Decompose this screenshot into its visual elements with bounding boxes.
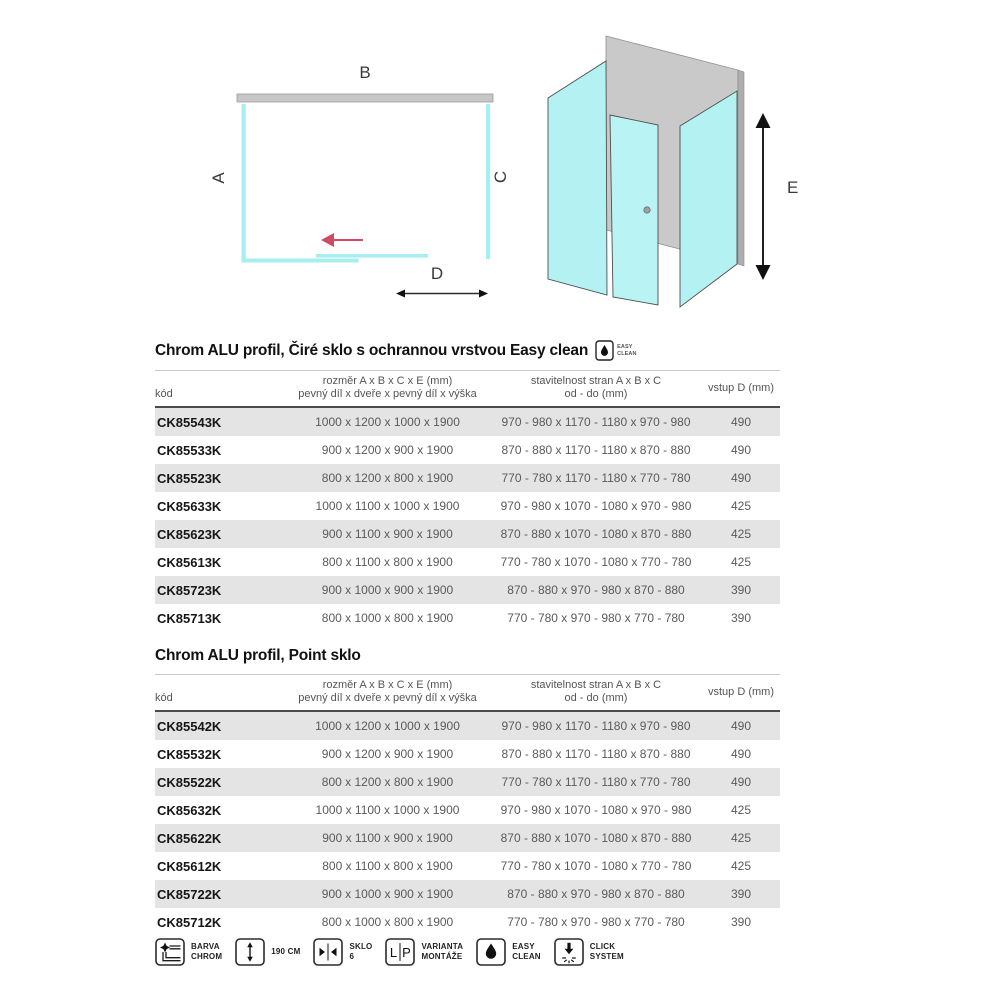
table-row xyxy=(155,492,780,520)
easyclean-drop-icon xyxy=(595,340,614,361)
cell-size: 800 x 1000 x 800 x 1900 xyxy=(321,611,454,625)
table-row xyxy=(155,711,780,740)
cell-size: 900 x 1000 x 900 x 1900 xyxy=(285,880,490,908)
table-row xyxy=(155,768,780,796)
feature-icons-row xyxy=(155,938,637,966)
header-code: kód xyxy=(155,675,285,712)
section1-title-text: Chrom ALU profil, Čiré sklo s ochrannou vrstvou Easy clean xyxy=(155,341,589,359)
cell-entry: 390 xyxy=(702,880,780,908)
cell-entry: 425 xyxy=(730,859,752,873)
cell-range: 970 - 980 x 1170 - 1180 x 970 - 980 xyxy=(490,711,702,740)
feature-label: EASY CLEAN xyxy=(512,942,541,961)
cell-entry: 490 xyxy=(730,747,752,761)
cell-entry: 425 xyxy=(730,555,752,569)
height-arrow-icon xyxy=(235,938,265,966)
cell-range: 970 - 980 x 1070 - 1080 x 970 - 980 xyxy=(500,803,692,817)
cell-code: CK85722K xyxy=(155,880,285,908)
height-arrow xyxy=(756,113,771,280)
cell-size: 800 x 1200 x 800 x 1900 xyxy=(285,768,490,796)
wall-bar xyxy=(237,94,493,102)
cell-range: 870 - 880 x 970 - 980 x 870 - 880 xyxy=(490,880,702,908)
cell-size: 900 x 1200 x 900 x 1900 xyxy=(321,747,454,761)
header-entry: vstup D (mm) xyxy=(702,675,780,712)
table-header-row xyxy=(155,675,780,712)
cell-entry: 490 xyxy=(702,711,780,740)
feature-height-190 xyxy=(235,938,300,966)
glass-thickness-icon xyxy=(313,938,343,966)
header-size: rozměr A x B x C x E (mm) pevný díl x dveře x pevný díl x výška xyxy=(285,675,490,712)
cell-size: 800 x 1200 x 800 x 1900 xyxy=(285,464,490,492)
cell-size: 900 x 1200 x 900 x 1900 xyxy=(321,443,454,457)
header-size: rozměr A x B x C x E (mm) pevný díl x dveře x pevný díl x výška xyxy=(285,371,490,408)
table-row xyxy=(155,436,780,464)
table-row xyxy=(155,604,780,632)
header-range: stavitelnost stran A x B x C od - do (mm) xyxy=(490,675,702,712)
cell-code: CK85522K xyxy=(155,768,285,796)
glass-panel-left xyxy=(548,61,607,295)
door-slide-arrow xyxy=(321,233,363,247)
glass-side-a xyxy=(242,104,246,262)
cell-entry: 490 xyxy=(702,407,780,436)
table-row xyxy=(155,548,780,576)
table-row xyxy=(155,908,780,936)
header-range: stavitelnost stran A x B x C od - do (mm) xyxy=(490,371,702,408)
table-row xyxy=(155,852,780,880)
cell-code: CK85543K xyxy=(155,407,285,436)
cell-range: 770 - 780 x 1170 - 1180 x 770 - 780 xyxy=(490,768,702,796)
cell-entry: 425 xyxy=(702,824,780,852)
header-code: kód xyxy=(155,371,285,408)
cell-range: 770 - 780 x 1070 - 1080 x 770 - 780 xyxy=(500,859,692,873)
cell-entry: 425 xyxy=(702,520,780,548)
feature-label: VARIANTA MONTÁŽE xyxy=(421,942,464,961)
cell-code: CK85523K xyxy=(155,464,285,492)
cell-code: CK85533K xyxy=(157,442,222,458)
cell-size: 900 x 1000 x 900 x 1900 xyxy=(285,576,490,604)
spec-content xyxy=(155,340,780,936)
feature-sklo-6 xyxy=(313,938,372,966)
cell-code: CK85632K xyxy=(157,802,222,818)
wall-edge-profile xyxy=(738,70,744,266)
easyclean-badge-label: EASY CLEAN xyxy=(617,344,637,357)
feature-label: 190 CM xyxy=(271,947,301,957)
cell-range: 770 - 780 x 1170 - 1180 x 770 - 780 xyxy=(490,464,702,492)
cell-code: CK85612K xyxy=(157,858,222,874)
cell-range: 870 - 880 x 1070 - 1080 x 870 - 880 xyxy=(490,520,702,548)
glass-side-c xyxy=(486,104,490,259)
cell-size: 900 x 1100 x 900 x 1900 xyxy=(285,824,490,852)
chrome-profile-icon xyxy=(155,938,185,966)
cell-size: 1000 x 1200 x 1000 x 1900 xyxy=(285,711,490,740)
cell-code: CK85622K xyxy=(155,824,285,852)
cell-size: 1000 x 1100 x 1000 x 1900 xyxy=(315,499,460,513)
cell-range: 770 - 780 x 1070 - 1080 x 770 - 780 xyxy=(500,555,692,569)
cell-size: 1000 x 1200 x 1000 x 1900 xyxy=(285,407,490,436)
cell-code: CK85542K xyxy=(155,711,285,740)
glass-fixed-bottom xyxy=(242,259,359,263)
cell-entry: 390 xyxy=(730,611,752,625)
table-row xyxy=(155,576,780,604)
cell-entry: 390 xyxy=(730,915,752,929)
cell-entry: 490 xyxy=(730,443,752,457)
table-row xyxy=(155,796,780,824)
cell-range: 870 - 880 x 1170 - 1180 x 870 - 880 xyxy=(501,443,691,457)
table-header-row xyxy=(155,371,780,408)
cell-code: CK85713K xyxy=(157,610,222,626)
spec-table-point xyxy=(155,674,780,936)
section1-title xyxy=(155,340,780,361)
feature-label: BARVA CHROM xyxy=(191,942,223,961)
dim-label-d: D xyxy=(430,264,444,283)
dim-label-a: A xyxy=(209,172,228,184)
feature-label: CLICK SYSTEM xyxy=(589,942,624,961)
table-row xyxy=(155,407,780,436)
section2-title-text: Chrom ALU profil, Point sklo xyxy=(155,647,361,664)
glass-door xyxy=(610,115,658,305)
feature-click-system xyxy=(554,938,624,966)
cell-size: 800 x 1100 x 800 x 1900 xyxy=(322,555,453,569)
cell-range: 970 - 980 x 1170 - 1180 x 970 - 980 xyxy=(490,407,702,436)
cell-size: 800 x 1100 x 800 x 1900 xyxy=(322,859,453,873)
glass-door-panel xyxy=(316,254,428,258)
topview-diagram xyxy=(200,40,510,310)
cell-code: CK85623K xyxy=(155,520,285,548)
cell-code: CK85613K xyxy=(157,554,222,570)
svg-text:P: P xyxy=(402,945,412,960)
feature-label: SKLO 6 xyxy=(349,942,373,961)
cell-size: 1000 x 1100 x 1000 x 1900 xyxy=(315,803,460,817)
table-row xyxy=(155,740,780,768)
table-row xyxy=(155,824,780,852)
dim-label-c: C xyxy=(491,170,510,184)
feature-barva-chrom xyxy=(155,938,222,966)
feature-easy-clean xyxy=(476,938,541,966)
cell-entry: 390 xyxy=(702,576,780,604)
spec-table-easyclean xyxy=(155,370,780,632)
door-knob xyxy=(644,207,650,213)
cell-code: CK85712K xyxy=(157,914,222,930)
isometric-diagram xyxy=(530,20,820,320)
dim-label-e: E xyxy=(787,178,799,197)
cell-range: 870 - 880 x 970 - 980 x 870 - 880 xyxy=(490,576,702,604)
cell-size: 800 x 1000 x 800 x 1900 xyxy=(321,915,454,929)
table-row xyxy=(155,464,780,492)
table-row xyxy=(155,520,780,548)
cell-entry: 425 xyxy=(730,803,752,817)
dim-label-b: B xyxy=(359,63,371,82)
cell-entry: 425 xyxy=(730,499,752,513)
easyclean-badge xyxy=(595,340,636,361)
cell-range: 870 - 880 x 1070 - 1080 x 870 - 880 xyxy=(490,824,702,852)
cell-code: CK85723K xyxy=(155,576,285,604)
cell-range: 970 - 980 x 1070 - 1080 x 970 - 980 xyxy=(500,499,692,513)
svg-text:L: L xyxy=(390,945,398,960)
section2-title xyxy=(155,647,780,665)
easyclean-drop-icon xyxy=(476,938,506,966)
cell-range: 770 - 780 x 970 - 980 x 770 - 780 xyxy=(507,611,685,625)
cell-code: CK85532K xyxy=(157,746,222,762)
cell-entry: 490 xyxy=(702,464,780,492)
cell-entry: 490 xyxy=(702,768,780,796)
cell-range: 770 - 780 x 970 - 980 x 770 - 780 xyxy=(507,915,685,929)
cell-code: CK85633K xyxy=(157,498,222,514)
left-right-variant-icon xyxy=(385,938,415,966)
glass-panel-right xyxy=(680,91,737,307)
table-row xyxy=(155,880,780,908)
entry-width-arrow xyxy=(396,290,488,298)
cell-size: 900 x 1100 x 900 x 1900 xyxy=(285,520,490,548)
cell-range: 870 - 880 x 1170 - 1180 x 870 - 880 xyxy=(501,747,691,761)
header-entry: vstup D (mm) xyxy=(702,371,780,408)
feature-varianta-montaze xyxy=(385,938,463,966)
click-system-icon xyxy=(554,938,584,966)
